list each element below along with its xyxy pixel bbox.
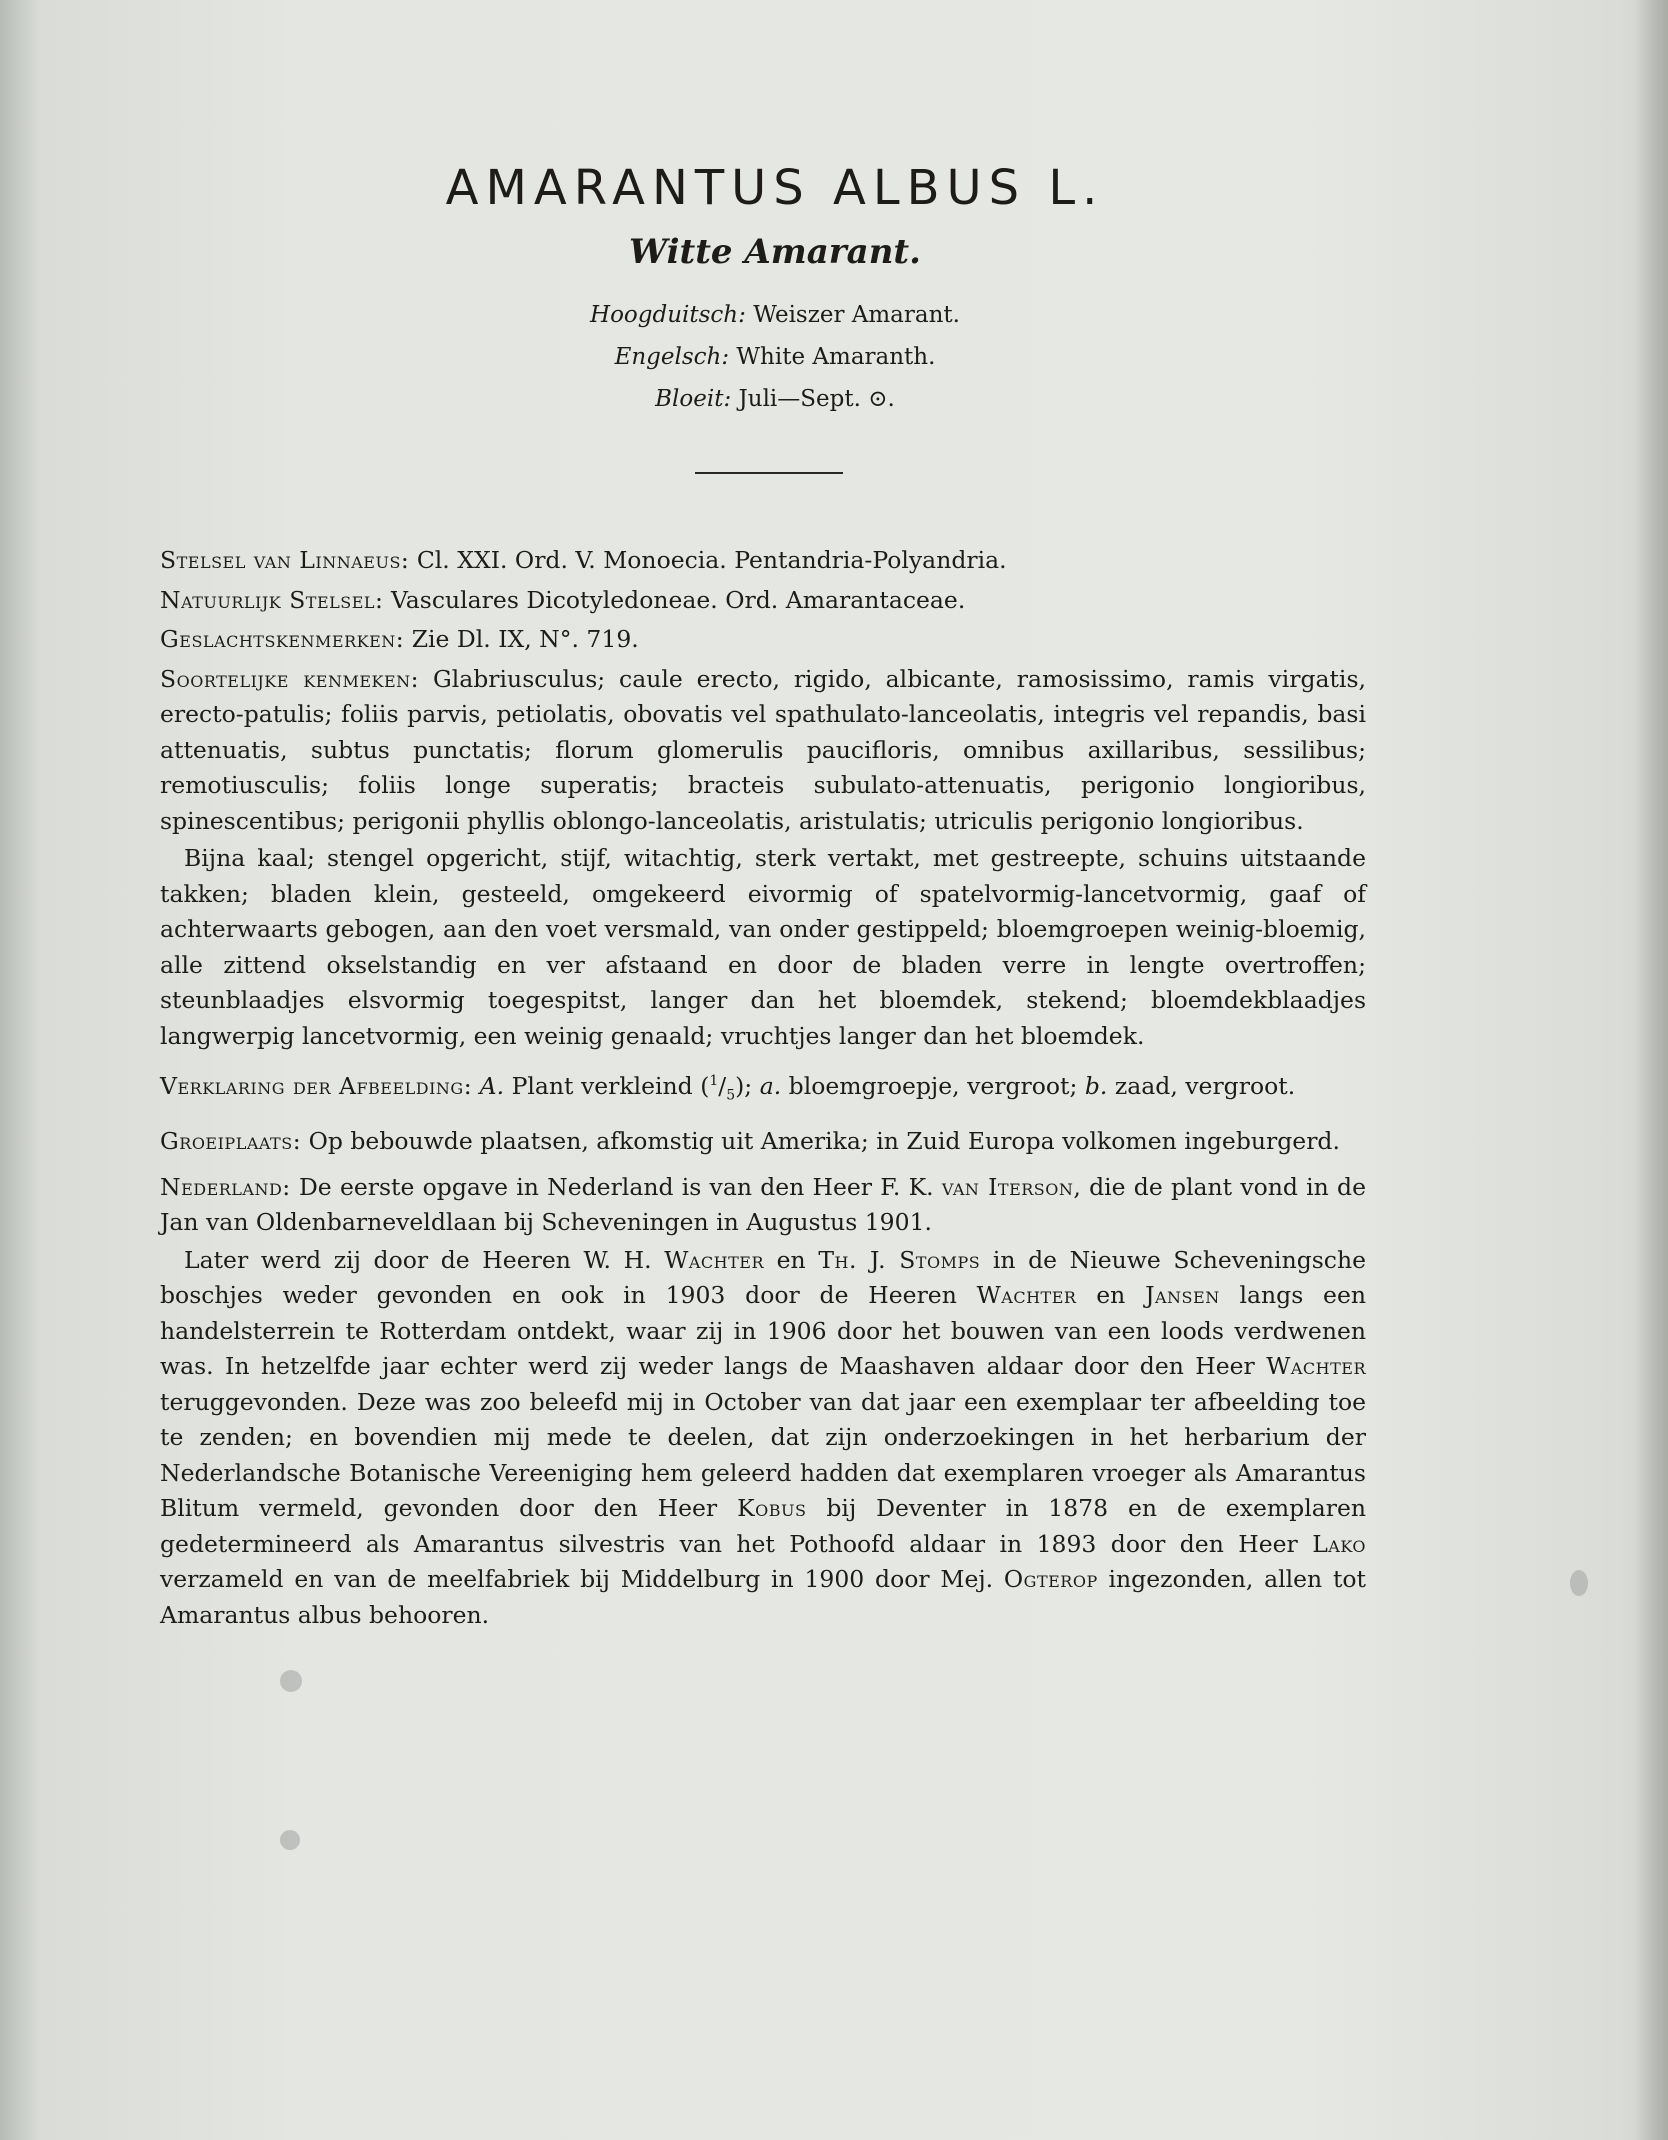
section-text: bloemgroepje, vergroot; — [781, 1071, 1085, 1100]
english-name-line — [0, 344, 1550, 370]
section-text: Zie Dl. IX, N°. 719. — [411, 625, 639, 653]
flowering-value: Juli—Sept. ⊙. — [738, 386, 895, 412]
page-gutter — [1634, 0, 1668, 2140]
person-name: Wachter — [664, 1245, 765, 1274]
section-text: Cl. XXI. Ord. V. Monoecia. Pentandria-Polyandria. — [416, 546, 1007, 574]
section-text: Glabriusculus; caule erecto, rigido, albicante, ramosissimo, ramis virgatis, erecto-patulis; foliis parvis, petiolatis, obovatis vel spathulato-lanceolatis, integris vel repandis, basi attenuatis, subtus punctatis; florum glomerulis paucifloris, omnibus axillaribus, sessilibus; remotiusculis; foliis longe superatis; bracteis subulato-attenuatis, perigonio longioribus, spinescentibus; perigonii phyllis oblongo-lanceolatis, aristulatis; utriculis perigonio longioribus. — [160, 664, 1366, 835]
flowering-line — [0, 386, 1550, 412]
flowering-label: Bloeit: — [655, 386, 732, 412]
person-name: Th. J. Stomps — [818, 1245, 981, 1274]
page-subtitle: Witte Amarant. — [629, 232, 921, 272]
section-geslacht — [160, 622, 1366, 658]
section-label: Verklaring der Afbeelding: — [160, 1071, 473, 1100]
section-soort — [160, 662, 1366, 840]
section-text: bij Deventer in 1878 en de exemplaren gedetermineerd als Amarantus silvestris van het Pothoofd aldaar in 1893 door den Heer — [160, 1494, 1366, 1558]
figure-letter: A. — [479, 1071, 505, 1100]
section-text: en — [1076, 1281, 1146, 1310]
german-name-value: Weiszer Amarant. — [753, 302, 960, 328]
section-text: teruggevonden. Deze was zoo beleefd mij in October van dat jaar een exemplaar ter afbeelding toe te zenden; en bovendien mij mede te deelen, dat zijn onderzoekingen in het herbarium der Nederlandsche Botanische Vereeniging hem geleerd hadden dat exemplaren vroeger als Amarantus Blitum vermeld, gevonden door den Heer — [160, 1387, 1366, 1523]
figure-letter: b. — [1084, 1071, 1108, 1100]
german-name-label: Hoogduitsch: — [590, 302, 746, 328]
person-name: Wachter — [1266, 1352, 1366, 1381]
section-text: ingezonden, allen tot Amarantus albus behooren. — [160, 1565, 1366, 1629]
person-name: Lako — [1312, 1529, 1366, 1558]
section-beschrijving: Bijna kaal; stengel opgericht, stijf, witachtig, sterk vertakt, met gestreepte, schuins uitstaande takken; bladen klein, gesteeld, omgekeerd eivormig of spatelvormig-lancetvormig, gaaf of achterwaarts gebogen, aan den voet versmald, van onder gestippeld; bloemgroepen weinig-bloemig, alle zittend okselstandig en ver afstaand en door de bladen verre in lengte overtroffen; steunblaadjes elsvormig toegespitst, langer dan het bloemdek, stekend; bloemdekblaadjes langwerpig lancetvormig, een weinig genaald; vruchtjes langer dan het bloemdek. — [160, 844, 1366, 1050]
german-name-line — [0, 302, 1550, 328]
section-text: verzameld en van de meelfabriek bij Middelburg in 1900 door Mej. — [160, 1565, 1004, 1594]
section-groeiplaats — [160, 1124, 1366, 1160]
section-text: in de Nieuwe Scheveningsche boschjes weder gevonden en ook in 1903 door de Heeren — [160, 1245, 1367, 1310]
section-text: , die de plant vond in de Jan van Oldenbarneveldlaan bij Scheveningen in Augustus 1901. — [160, 1172, 1366, 1237]
section-nederland — [160, 1170, 1366, 1241]
person-name: Kobus — [737, 1494, 807, 1523]
fraction-numerator: 1 — [709, 1073, 719, 1089]
paper-spot — [1570, 1570, 1588, 1596]
section-later — [160, 1243, 1366, 1634]
section-text: Plant verkleind ( — [511, 1071, 710, 1100]
section-label: Soortelijke kenmeken: — [160, 664, 420, 693]
title-divider — [695, 472, 843, 474]
section-label: Nederland: — [160, 1172, 291, 1201]
section-text: Op bebouwde plaatsen, afkomstig uit Amerika; in Zuid Europa volkomen ingeburgerd. — [308, 1127, 1340, 1156]
section-label: Geslachtskenmerken: — [160, 625, 405, 653]
paper-spot — [280, 1670, 302, 1692]
page-title: AMARANTUS ALBUS L. — [445, 160, 1105, 216]
english-name-value: White Amaranth. — [736, 344, 936, 370]
english-name-label: Engelsch: — [614, 344, 730, 370]
section-text: De eerste opgave in Nederland is van den Heer F. K. — [298, 1172, 942, 1201]
section-text: Vasculares Dicotyledoneae. Ord. Amarantaceae. — [390, 585, 966, 614]
section-verklaring — [160, 1064, 1366, 1114]
person-name: van Iterson — [941, 1172, 1074, 1201]
section-label: Stelsel van Linnaeus: — [160, 546, 410, 574]
paper-spot — [280, 1830, 300, 1850]
section-natuurlijk — [160, 583, 1366, 619]
figure-letter: a. — [759, 1071, 782, 1100]
section-text: ); — [735, 1071, 760, 1100]
section-text: langs een handelsterrein te Rotterdam ontdekt, waar zij in 1906 door het bouwen van een loods verdwenen was. In hetzelfde jaar echter werd zij weder langs de Maashaven aldaar door den Heer — [160, 1281, 1366, 1381]
person-name: Wachter — [976, 1281, 1077, 1310]
person-name: Jansen — [1145, 1281, 1220, 1310]
section-label: Groeiplaats: — [160, 1127, 302, 1156]
scale-fraction: $^1/_5$ — [709, 1071, 736, 1104]
section-linnaeus — [160, 543, 1366, 579]
section-label: Natuurlijk Stelsel: — [160, 585, 384, 614]
person-name: Ogterop — [1003, 1565, 1098, 1594]
body-text — [160, 543, 1366, 1643]
section-text: en — [764, 1245, 819, 1274]
fraction-denominator: 5 — [726, 1087, 736, 1104]
section-text: zaad, vergroot. — [1107, 1071, 1296, 1100]
section-text: Later werd zij door de Heeren W. H. — [184, 1245, 665, 1274]
